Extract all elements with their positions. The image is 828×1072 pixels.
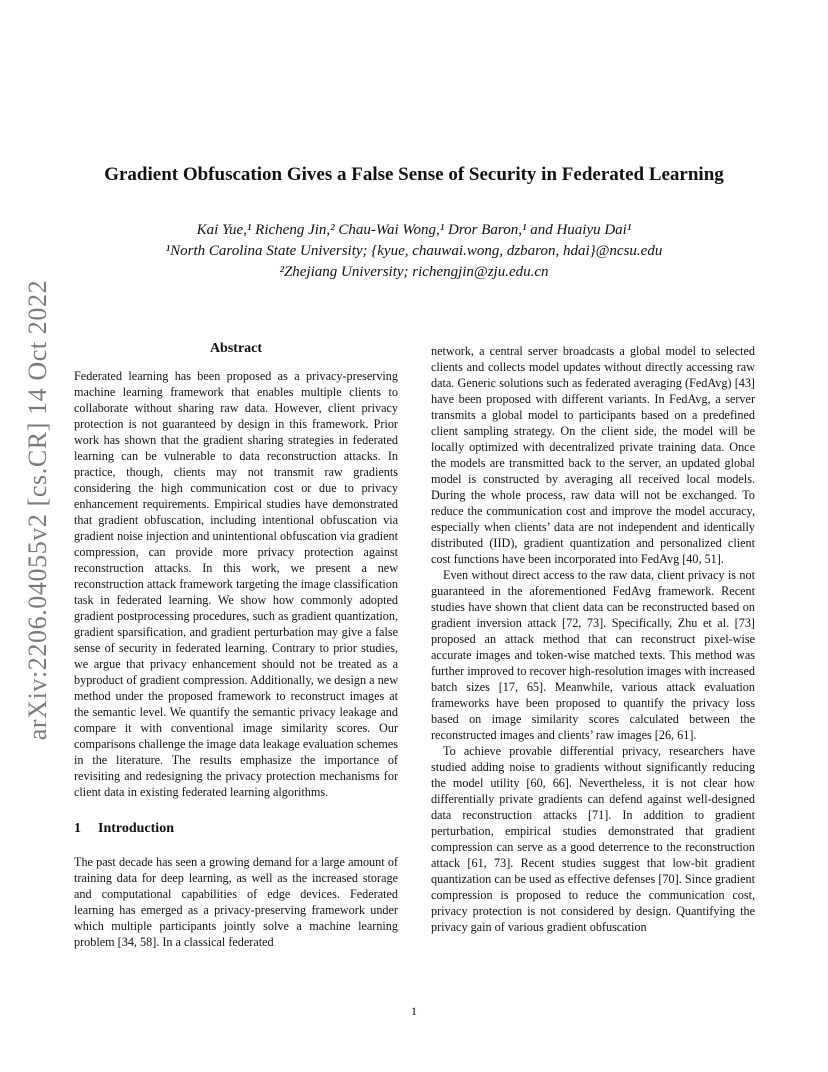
affiliation-2: ²Zhejiang University; richengjin@zju.edu.cn — [279, 264, 549, 280]
right-column — [431, 343, 755, 935]
right-paragraph-3: To achieve provable differential privacy, researchers have studied adding noise to gradients without significantly reducing the model utility [60, 66]. Nevertheless, it is not clear how differentially private gradients can defend against well-designed data reconstruction attacks [71]. In addition to gradient perturbation, empirical studies demonstrated that gradient compression can serve as a good deterrence to the reconstruction attack [61, 73]. Recent studies suggest that low-bit gradient quantization can be used as effective defenses [70]. Since gradient compression is proposed to reduce the communication cost, privacy protection is not considered by design. Quantifying the privacy gain of various gradient obfuscation — [431, 744, 755, 934]
left-column — [74, 340, 398, 950]
paper-title: Gradient Obfuscation Gives a False Sense of Security in Federated Learning — [104, 164, 724, 185]
abstract-heading: Abstract — [209, 341, 263, 356]
page-number: 1 — [411, 1004, 417, 1018]
right-paragraph-1: network, a central server broadcasts a global model to selected clients and collects model updates without directly accessing raw data. Generic solutions such as federated averaging (FedAvg) [43] have been proposed with different variants. In FedAvg, a server transmits a global model to participants based on a predefined client sampling strategy. On the client side, the model will be locally optimized with decentralized private training data. Once the models are transmitted back to the server, an updated global model is constructed by averaging all received local models. During the whole process, raw data will not be exchanged. To reduce the communication cost and improve the model accuracy, especially when clients’ data are not independent and identically distributed (IID), gradient quantization and personalized client cost functions have been incorporated into FedAvg [40, 51]. — [431, 344, 755, 566]
arxiv-identifier-text: arXiv:2206.04055v2 [cs.CR] 14 Oct 2022 — [23, 279, 53, 741]
section-number: 1 — [74, 821, 81, 836]
author-names: Kai Yue,¹ Richeng Jin,² Chau-Wai Wong,¹ Dror Baron,¹ and Huaiyu Dai¹ — [196, 222, 632, 238]
arxiv-identifier-stamp — [18, 279, 58, 741]
right-paragraph-2: Even without direct access to the raw data, client privacy is not guaranteed in the aforementioned FedAvg framework. Recent studies have shown that client data can be reconstructed based on gradient inversion attack [72, 73]. Specifically, Zhu et al. [73] proposed an attack method that can reconstruct pixel-wise accurate images and token-wise matched texts. This method was further improved to recover high-resolution images with increased batch sizes [17, 65]. Meanwhile, various attack evaluation frameworks have been proposed to quantify the privacy loss based on image similarity scores calculated between the reconstructed images and clients’ raw images [26, 61]. — [431, 568, 755, 742]
author-block — [0, 220, 828, 283]
introduction-paragraph-1: The past decade has seen a growing demand for a large amount of training data for deep learning, as well as the increased storage and computational capabilities of edge devices. Federated learning has emerged as a privacy-preserving framework under which multiple participants jointly solve a machine learning problem [34, 58]. In a classical federated — [74, 855, 398, 949]
section-heading-introduction — [74, 820, 398, 838]
section-title: Introduction — [98, 821, 174, 836]
abstract-body: Federated learning has been proposed as a privacy-preserving machine learning framework that enables multiple clients to collaborate without sharing raw data. However, client privacy protection is not guaranteed by design in this framework. Prior work has shown that the gradient sharing strategies in federated learning can be vulnerable to data reconstruction attacks. In practice, though, clients may not transmit raw gradients considering the high communication cost or due to privacy enhancement requirements. Empirical studies have demonstrated that gradient obfuscation, including intentional obfuscation via gradient noise injection and unintentional obfuscation via gradient compression, can provide more privacy protection against reconstruction attacks. In this work, we present a new reconstruction attack framework targeting the image classification task in federated learning. We show how commonly adopted gradient postprocessing procedures, such as gradient quantization, gradient sparsification, and gradient perturbation may give a false sense of security in federated learning. Contrary to prior studies, we argue that privacy enhancement should not be treated as a byproduct of gradient compression. Additionally, we design a new method under the proposed framework to reconstruct images at the semantic level. We quantify the semantic privacy leakage and compare it with conventional image similarity scores. Our comparisons challenge the image data leakage evaluation schemes in the literature. The results emphasize the importance of revisiting and redesigning the privacy protection mechanisms for client data in existing federated learning algorithms. — [74, 369, 398, 799]
affiliation-1: ¹North Carolina State University; {kyue, chauwai.wong, dzbaron, hdai}@ncsu.edu — [165, 243, 663, 259]
